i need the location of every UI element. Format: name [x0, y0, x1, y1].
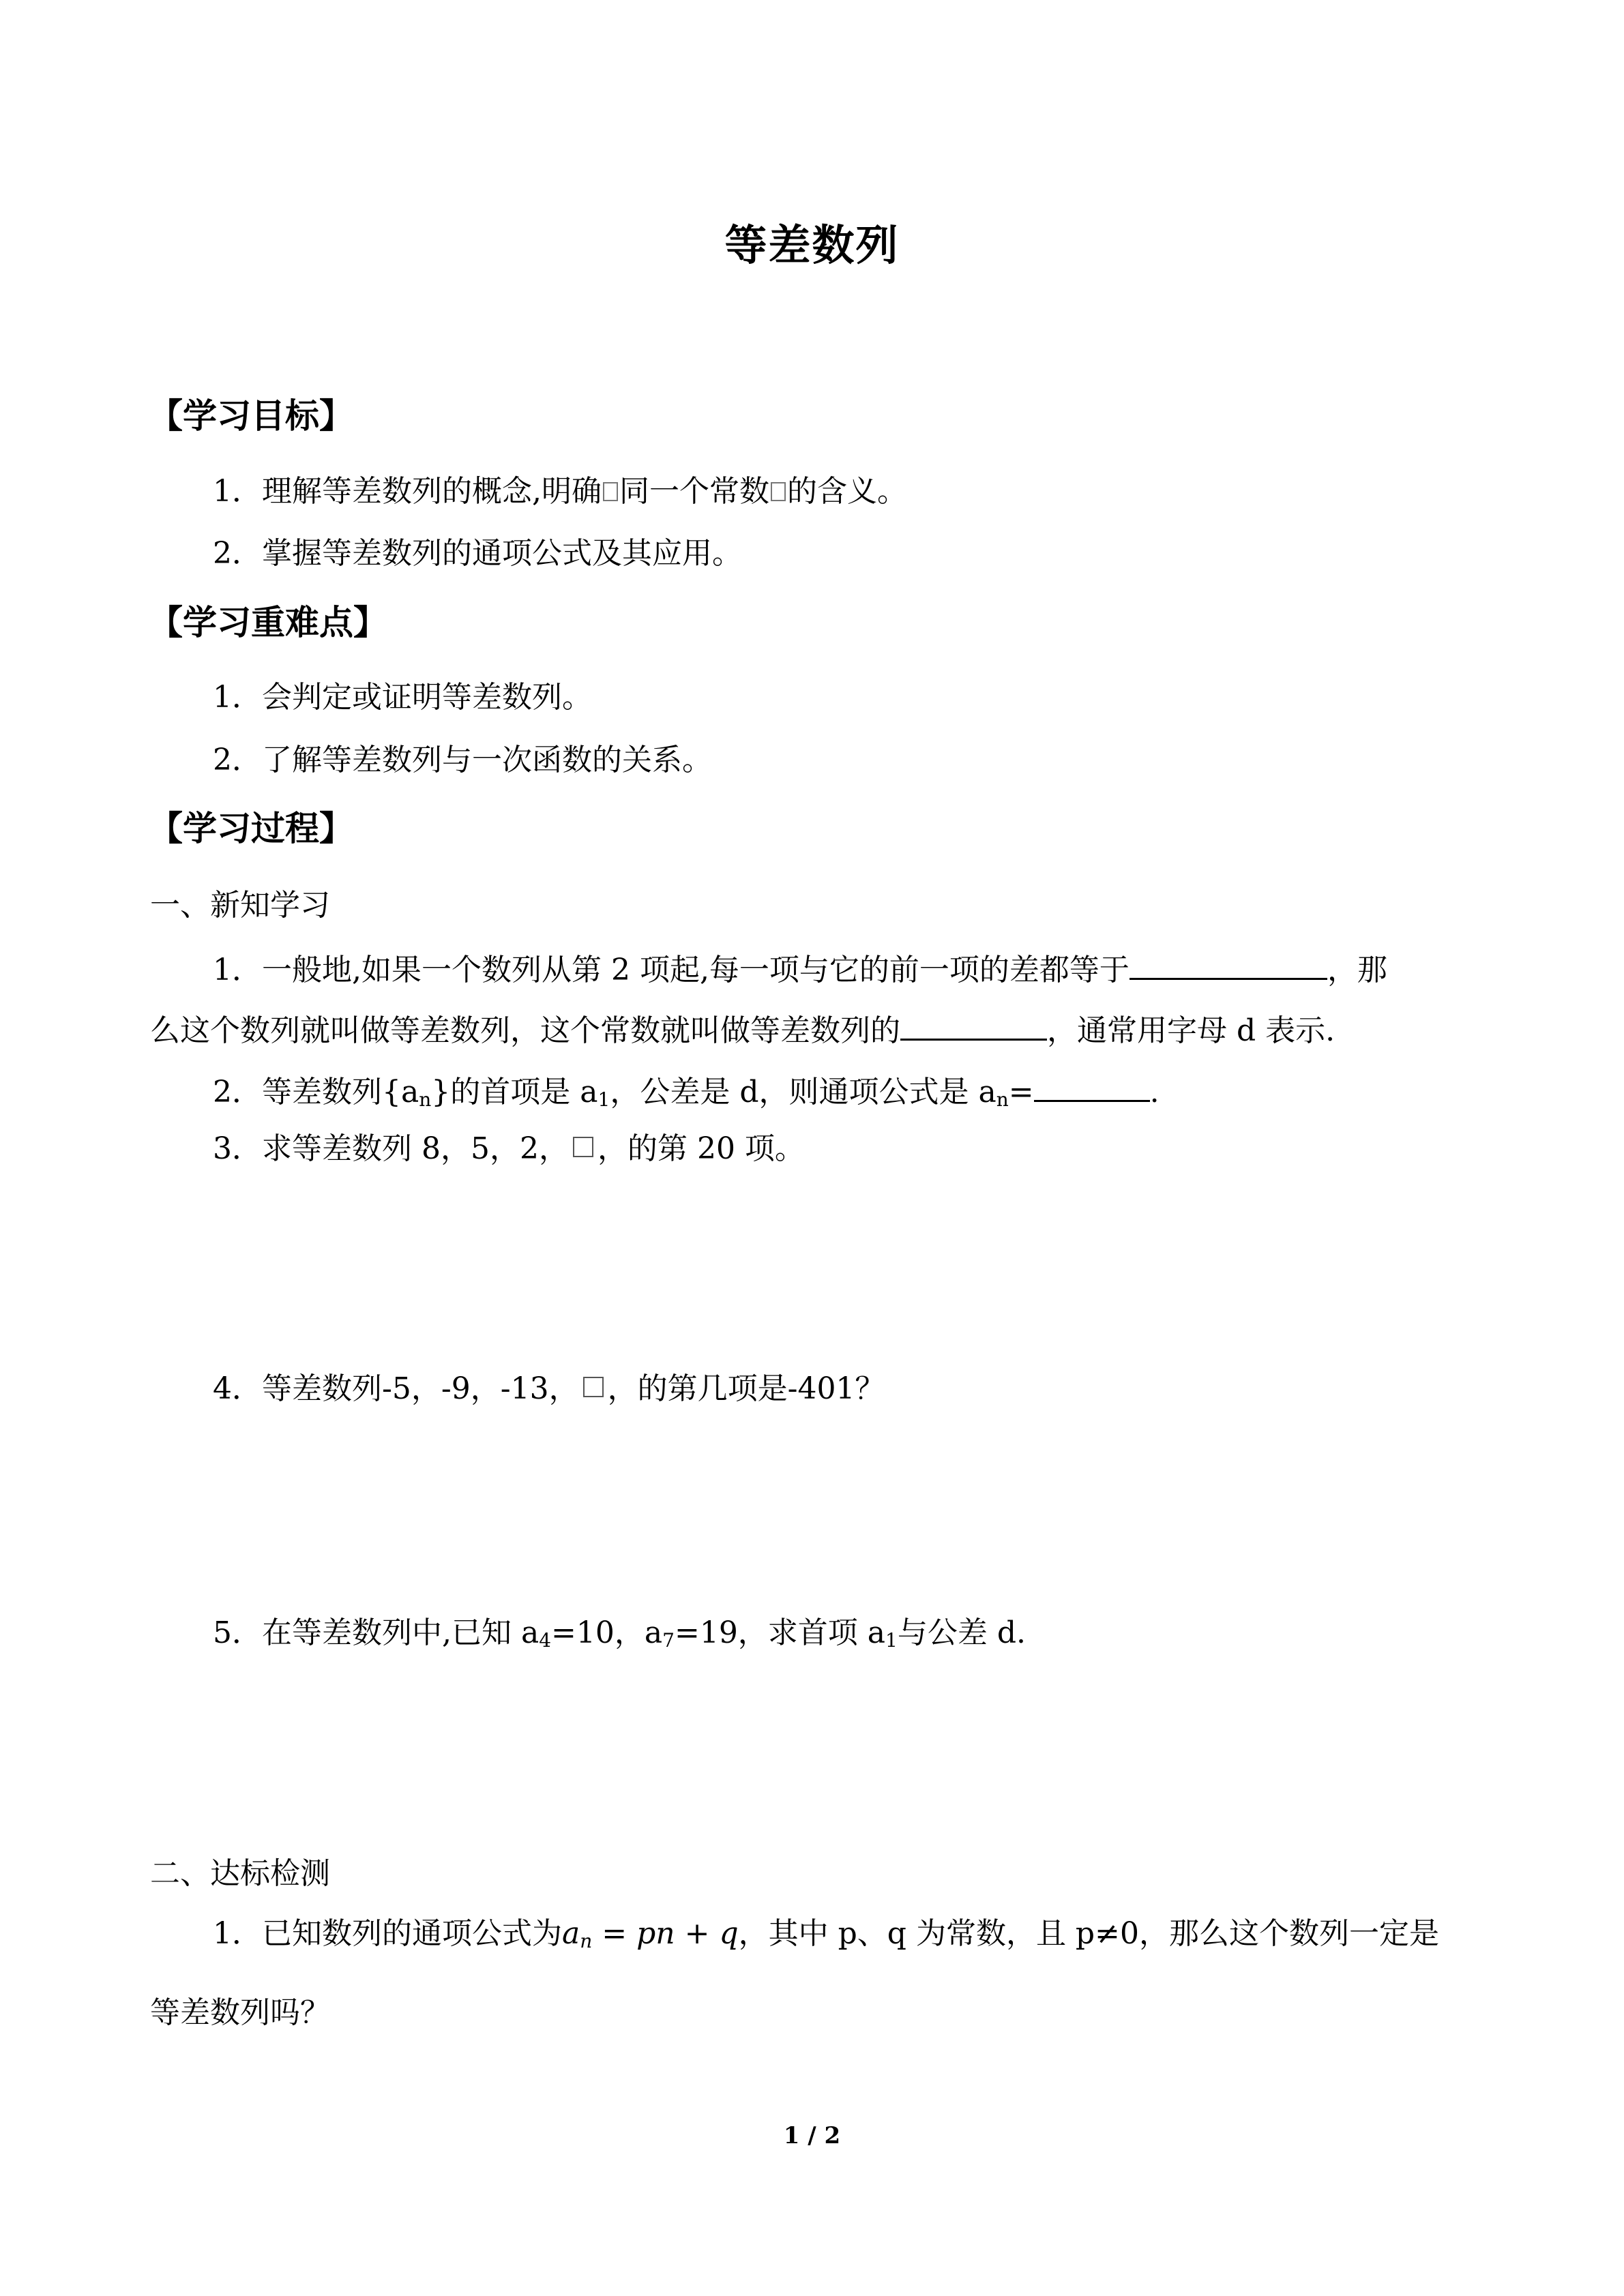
- question-4-text-b: ，的第几项是-401？: [607, 1371, 885, 1406]
- question-5-text-b: =10，a: [551, 1615, 663, 1650]
- question-3-text-a: 3．求等差数列 8，5，2，: [213, 1131, 569, 1166]
- ellipsis-box-icon: [583, 1377, 604, 1397]
- test-question-1-text-a: 1．已知数列的通项公式为: [213, 1916, 562, 1951]
- subscript: n: [419, 1088, 432, 1111]
- question-2-text-e: .: [1149, 1075, 1160, 1109]
- key-point-item-1: 1．会判定或证明等差数列。: [213, 680, 592, 715]
- placeholder-box-icon: [603, 482, 618, 501]
- question-4: [213, 1370, 885, 1408]
- answer-blank[interactable]: [900, 1009, 1047, 1041]
- general-term-formula: [562, 1916, 739, 1951]
- question-4-text-a: 4．等差数列-5，-9，-13，: [213, 1371, 579, 1406]
- test-question-1-text-b: ，其中 p、q 为常数，且 p≠0，那么这个数列一定是: [738, 1916, 1439, 1951]
- question-5-text-d: 与公差 d.: [897, 1615, 1026, 1650]
- process-heading: 【学习过程】: [149, 809, 353, 848]
- page-number: 1 / 2: [783, 2122, 841, 2149]
- objective-item-1-part-b: 同一个常数: [619, 474, 769, 509]
- question-5-text-c: =19，求首项 a: [674, 1615, 886, 1650]
- question-2: [213, 1070, 1160, 1112]
- question-1-text-c: 么这个数列就叫做等差数列，这个常数就叫做等差数列的: [150, 1013, 900, 1048]
- question-2-text-d: =: [1008, 1075, 1034, 1109]
- objective-item-1-part-c: 的含义。: [786, 474, 907, 509]
- subscript: 4: [539, 1629, 552, 1652]
- question-2-text-b: }的首项是 a: [431, 1075, 598, 1109]
- question-3: [213, 1130, 805, 1168]
- subscript: n: [996, 1088, 1009, 1111]
- answer-blank[interactable]: [1034, 1070, 1150, 1102]
- ellipsis-box-icon: [573, 1137, 593, 1157]
- question-5-text-a: 5．在等差数列中,已知 a: [213, 1615, 540, 1650]
- question-2-text-a: 2．等差数列{a: [213, 1075, 419, 1109]
- question-3-text-b: ，的第 20 项。: [597, 1131, 805, 1166]
- formula-rhs: = pn + q: [592, 1916, 739, 1951]
- question-2-text-c: ，公差是 d，则通项公式是 a: [610, 1075, 996, 1109]
- test-question-1-line-1: [213, 1915, 1439, 1953]
- placeholder-box-icon: [771, 482, 786, 501]
- question-1-text-b: ，那: [1327, 953, 1387, 987]
- question-1-line-2: [150, 1009, 1335, 1050]
- key-point-item-2: 2．了解等差数列与一次函数的关系。: [213, 743, 712, 777]
- question-1-text-a: 1．一般地,如果一个数列从第 2 项起,每一项与它的前一项的差都等于: [213, 953, 1130, 987]
- part2-title: 二、达标检测: [150, 1856, 330, 1891]
- answer-blank[interactable]: [1130, 948, 1327, 980]
- part1-title: 一、新知学习: [150, 888, 330, 923]
- subscript: 1: [885, 1629, 898, 1652]
- objectives-heading: 【学习目标】: [149, 396, 353, 436]
- formula-a: a: [562, 1916, 580, 1951]
- document-title: 等差数列: [724, 220, 900, 270]
- subscript: 1: [597, 1088, 610, 1111]
- question-1-line-1: [213, 948, 1387, 989]
- key-points-heading: 【学习重难点】: [149, 603, 387, 642]
- objective-item-1: [213, 473, 907, 511]
- test-question-1-line-2: 等差数列吗？: [150, 1995, 330, 2030]
- subscript: n: [580, 1930, 593, 1952]
- question-5: [213, 1614, 1026, 1652]
- objective-item-2: 2．掌握等差数列的通项公式及其应用。: [213, 536, 742, 571]
- subscript: 7: [662, 1629, 675, 1652]
- objective-item-1-part-a: 1．理解等差数列的概念,明确: [213, 474, 602, 509]
- question-1-text-d: ，通常用字母 d 表示.: [1047, 1013, 1335, 1048]
